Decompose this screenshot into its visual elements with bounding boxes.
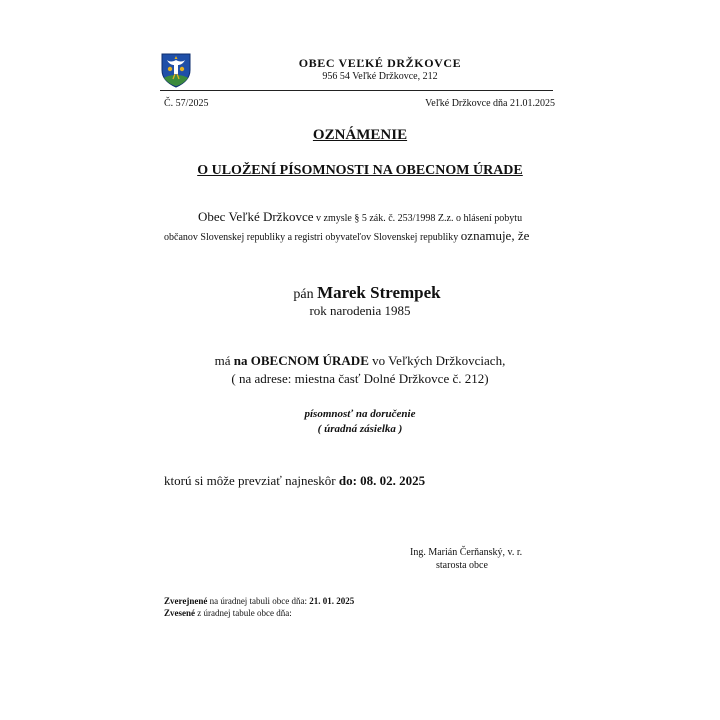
intro-lead: Obec Veľké Držkovce [198,209,314,224]
signer-role: starosta obce [436,560,488,571]
intro-verb: oznamuje [460,228,512,243]
recipient-name: Marek Strempek [317,283,441,302]
pickup-deadline-line [164,473,425,489]
posted-date: 21. 01. 2025 [309,596,355,606]
municipality-name: OBEC VEĽKÉ DRŽKOVCE [298,56,462,70]
posted-label: Zverejnené [164,596,208,606]
item-note: ( úradná zásielka ) [317,423,403,435]
removed-text: z úradnej tabule obce dňa: [195,608,292,618]
place-and-date: Veľké Držkovce dňa 21.01.2025 [425,98,555,109]
office-name: na OBECNOM ÚRADE [233,353,369,368]
intro-paragraph-line-1 [198,209,522,225]
office-lead: má [214,353,234,368]
intro-legal-basis: v zmysle § 5 zák. č. 253/1998 Z.z. o hlásení pobytu [313,213,523,224]
removed-label: Zvesené [164,608,195,618]
document-title: OZNÁMENIE [312,127,408,143]
recipient-birth-year: rok narodenia 1985 [309,303,411,318]
office-address: ( na adrese: miestna časť Dolné Držkovce č. 212) [231,371,489,386]
reference-number: Č. 57/2025 [164,98,209,109]
removed-date-line [164,608,292,618]
signer-name: Ing. Marián Čerňanský, v. r. [410,547,523,558]
pickup-deadline: do: 08. 02. 2025 [338,473,426,488]
intro-paragraph-line-2 [164,228,529,244]
intro-legal-basis-cont: občanov Slovenskej republiky a registri obyvateľov Slovenskej republiky [164,232,461,243]
posted-date-line [164,596,354,606]
intro-end: , že [511,228,530,243]
coat-of-arms-icon [160,52,192,88]
document-subtitle: O ULOŽENÍ PÍSOMNOSTI NA OBECNOM ÚRADE [197,163,523,178]
pickup-lead: ktorú si môže prevziať najneskôr [164,473,339,488]
recipient-line [0,283,720,303]
office-location-line [0,353,720,369]
recipient-salutation: pán [293,287,318,302]
header-divider [160,90,553,91]
posted-text: na úradnej tabuli obce dňa: [207,596,310,606]
office-town: vo Veľkých Držkovciach, [368,353,506,368]
municipality-address: 956 54 Veľké Držkovce, 212 [322,71,438,82]
item-type: písomnosť na doručenie [304,408,416,420]
